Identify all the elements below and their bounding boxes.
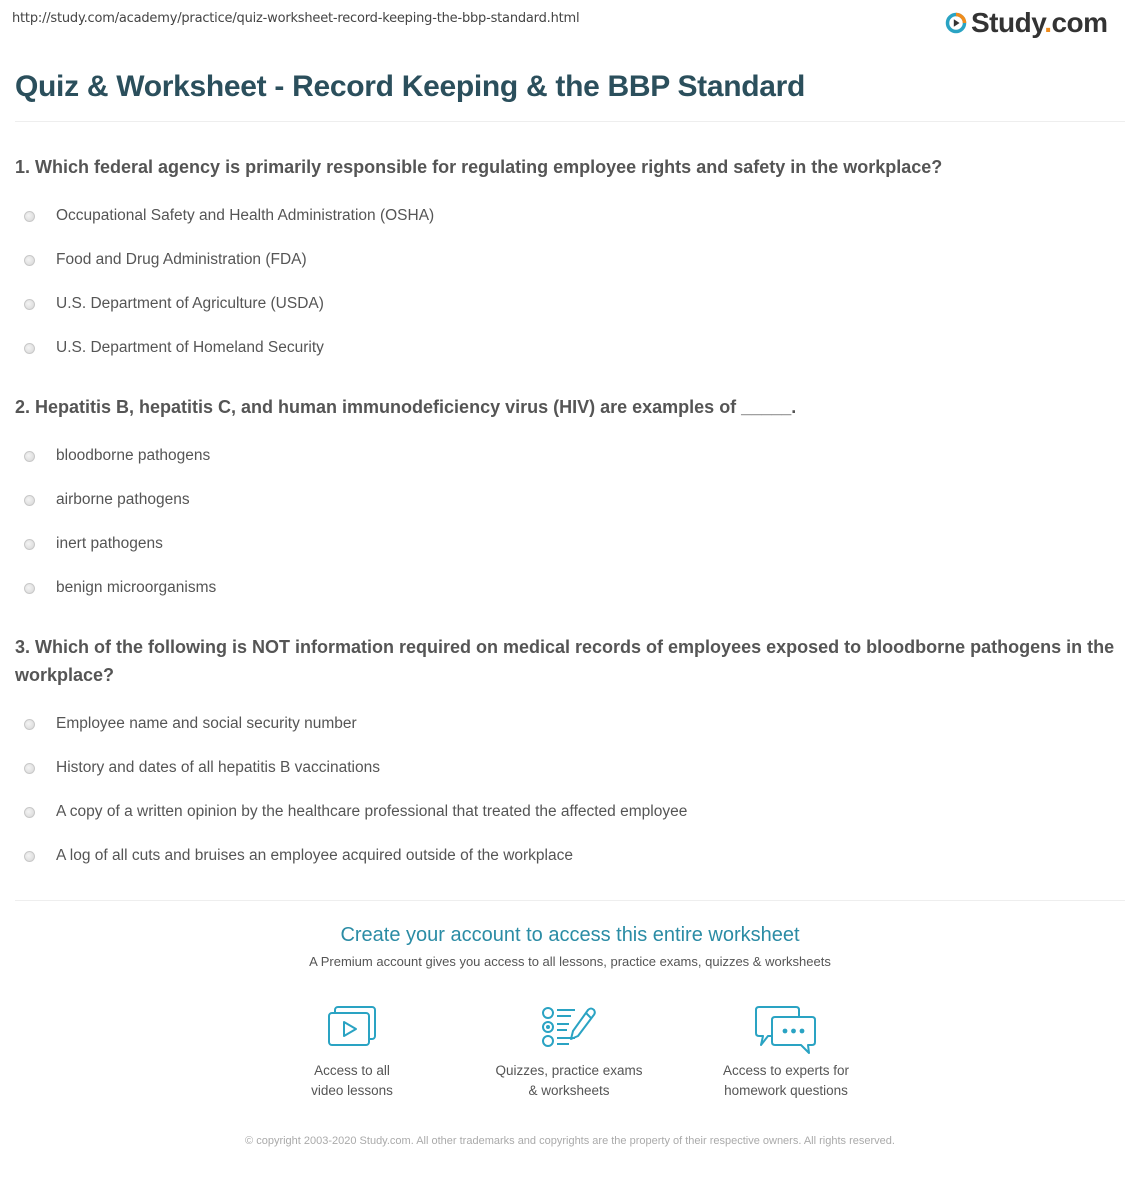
- question-text: 3. Which of the following is NOT information required on medical records of employees exposed to bloodborne pathogens in the workplace?: [15, 637, 1115, 685]
- study-logo[interactable]: [945, 8, 1108, 38]
- cta-divider: [15, 900, 1125, 901]
- feature-label: Access to all video lessons: [311, 1063, 393, 1098]
- answer-label: A copy of a written opinion by the healthcare professional that treated the affected employee: [56, 803, 688, 820]
- answer-label: Employee name and social security number: [56, 715, 357, 732]
- play-circle-logo-icon: [945, 12, 967, 34]
- cta-subtitle: A Premium account gives you access to all lessons, practice exams, quizzes & worksheets: [309, 954, 831, 969]
- answer-list: [15, 434, 1125, 610]
- question-2: [15, 393, 1125, 610]
- feature-label: Quizzes, practice exams & worksheets: [495, 1063, 643, 1098]
- radio-button[interactable]: [24, 343, 35, 354]
- answer-label: benign microorganisms: [56, 579, 217, 596]
- page-url: http://study.com/academy/practice/quiz-worksheet-record-keeping-the-bbp-standard.html: [12, 11, 580, 26]
- answer-option[interactable]: [15, 434, 1125, 478]
- answer-option[interactable]: [15, 238, 1125, 282]
- answer-label: airborne pathogens: [56, 491, 190, 508]
- answer-label: bloodborne pathogens: [56, 447, 211, 464]
- radio-button[interactable]: [24, 583, 35, 594]
- radio-button[interactable]: [24, 719, 35, 730]
- copyright-notice: © copyright 2003-2020 Study.com. All other trademarks and copyrights are the property of their respective owners. All rights reserved.: [245, 1135, 895, 1147]
- answer-option[interactable]: [15, 834, 1125, 878]
- answer-list: [15, 194, 1125, 370]
- question-text: 2. Hepatitis B, hepatitis C, and human immunodeficiency virus (HIV) are examples of _____.: [15, 397, 797, 417]
- question-text: 1. Which federal agency is primarily responsible for regulating employee rights and safety in the workplace?: [15, 157, 943, 177]
- answer-list: [15, 702, 1125, 878]
- feature-video-lessons: [252, 1005, 452, 1101]
- question-3: [15, 633, 1125, 878]
- radio-button[interactable]: [24, 495, 35, 506]
- answer-option[interactable]: [15, 522, 1125, 566]
- feature-label: Access to experts for homework questions: [722, 1063, 850, 1098]
- page-title: Quiz & Worksheet - Record Keeping & the BBP Standard: [15, 70, 806, 103]
- answer-label: A log of all cuts and bruises an employee acquired outside of the workplace: [56, 847, 573, 864]
- title-divider: [15, 121, 1125, 122]
- chat-bubbles-icon: [754, 1005, 818, 1055]
- radio-button[interactable]: [24, 451, 35, 462]
- feature-experts: [686, 1005, 886, 1101]
- answer-label: History and dates of all hepatitis B vaccinations: [56, 759, 380, 776]
- answer-label: Food and Drug Administration (FDA): [56, 251, 307, 268]
- logo-wordmark: Study.com: [971, 7, 1108, 38]
- question-1: [15, 153, 1125, 370]
- radio-button[interactable]: [24, 539, 35, 550]
- answer-label: U.S. Department of Agriculture (USDA): [56, 295, 324, 312]
- radio-button[interactable]: [24, 255, 35, 266]
- answer-label: inert pathogens: [56, 535, 163, 552]
- answer-option[interactable]: [15, 326, 1125, 370]
- answer-label: Occupational Safety and Health Administration (OSHA): [56, 207, 435, 224]
- answer-label: U.S. Department of Homeland Security: [56, 339, 324, 356]
- radio-button[interactable]: [24, 299, 35, 310]
- cta-title-link[interactable]: Create your account to access this entire worksheet: [340, 924, 800, 946]
- answer-option[interactable]: [15, 478, 1125, 522]
- video-lessons-icon: [326, 1005, 378, 1049]
- radio-button[interactable]: [24, 763, 35, 774]
- radio-button[interactable]: [24, 807, 35, 818]
- answer-option[interactable]: [15, 746, 1125, 790]
- answer-option[interactable]: [15, 790, 1125, 834]
- answer-option[interactable]: [15, 282, 1125, 326]
- radio-button[interactable]: [24, 851, 35, 862]
- radio-button[interactable]: [24, 211, 35, 222]
- answer-option[interactable]: [15, 566, 1125, 610]
- answer-option[interactable]: [15, 194, 1125, 238]
- quiz-checklist-icon: [541, 1005, 597, 1049]
- answer-option[interactable]: [15, 702, 1125, 746]
- feature-quizzes: [469, 1005, 669, 1101]
